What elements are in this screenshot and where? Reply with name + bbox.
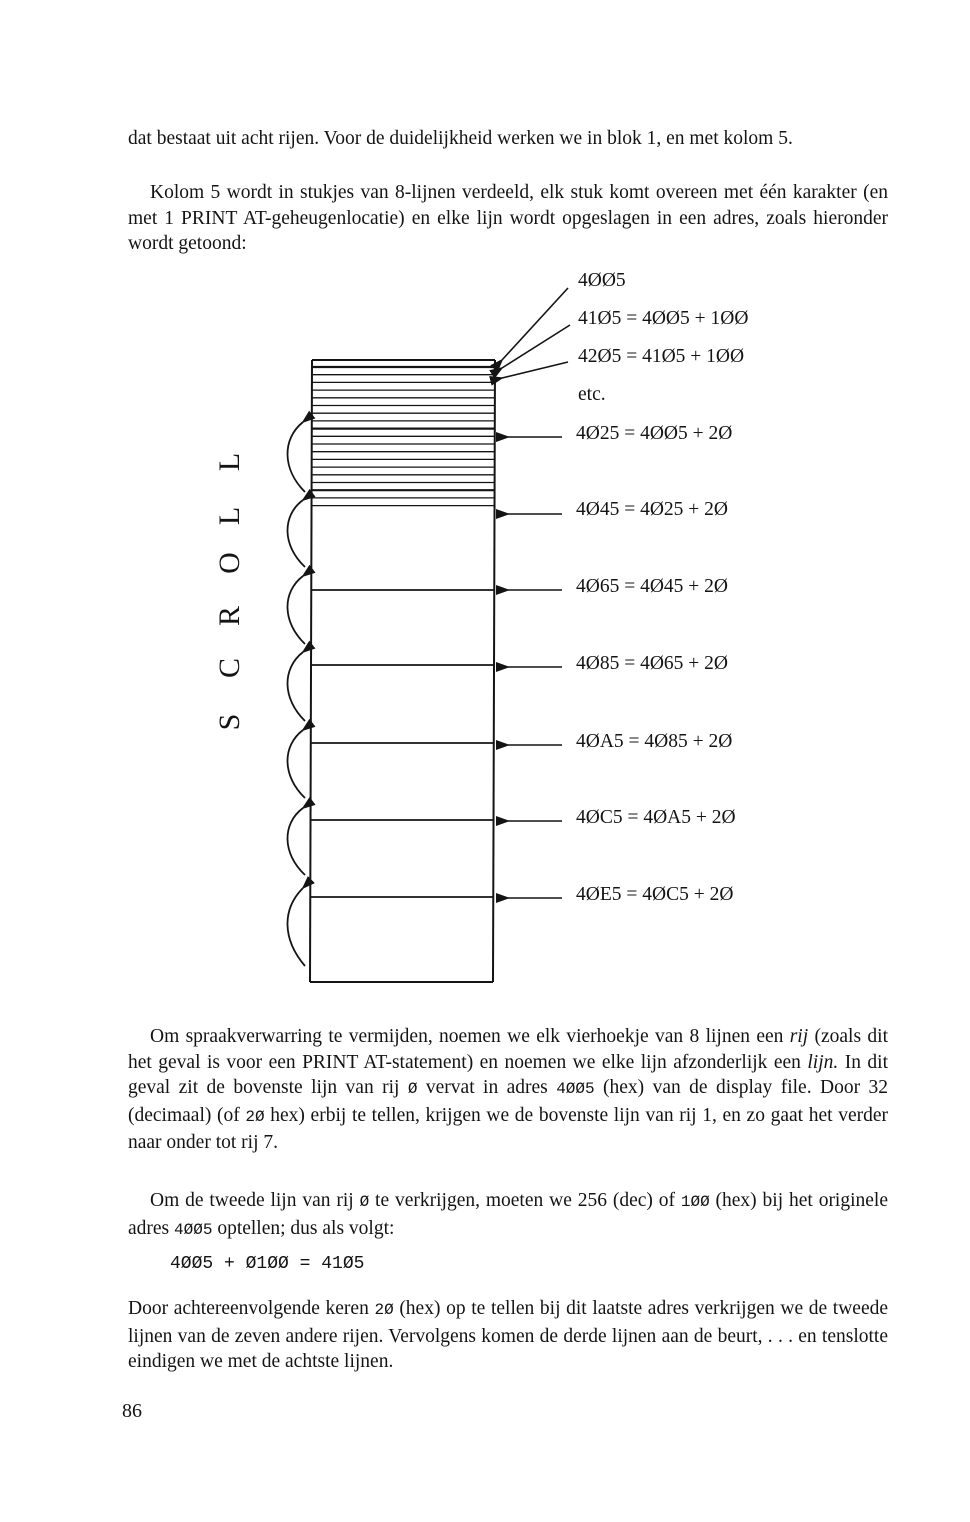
top-label-etc: etc. — [578, 384, 606, 405]
row-label-40c5: 4ØC5 = 4ØA5 + 2Ø — [576, 807, 736, 828]
p3-text-a: Om spraakverwarring te vermijden, noemen we elk vierhoekje van 8 lijnen een — [150, 1026, 790, 1047]
row-label-4045: 4Ø45 = 4Ø25 + 2Ø — [576, 499, 728, 520]
code-line: 4ØØ5 + Ø1ØØ = 41Ø5 — [170, 1254, 365, 1274]
paragraph-intro: dat bestaat uit acht rijen. Voor de duidelijkheid werken we in blok 1, en met kolom 5. — [128, 128, 793, 149]
scroll-curve-arrow — [287, 730, 305, 798]
scroll-curve-arrow — [287, 576, 305, 644]
top-pointer-arrows — [502, 288, 570, 378]
fine-line-stack — [312, 367, 495, 506]
paragraph-rij-lijn — [128, 1024, 888, 1156]
row-label-4065: 4Ø65 = 4Ø45 + 2Ø — [576, 576, 728, 597]
top-label-4205: 42Ø5 = 41Ø5 + 1ØØ — [578, 346, 745, 367]
p3-text-c: In dit geval zit de bovenste lijn van rij — [128, 1051, 888, 1098]
scroll-curve-arrow — [287, 888, 305, 966]
paragraph-conclusion — [128, 1296, 888, 1375]
scroll-curve-arrow — [287, 422, 305, 492]
p4-hex100: 1ØØ — [680, 1193, 710, 1211]
scroll-letter-6: S — [213, 713, 246, 731]
p5-text-b: (hex) op te tellen bij dit laatste adres verkrijgen we de tweede lijnen van de zeven andere rijen. Vervolgens komen de derde lijnen aan de beurt, . . . en tenslotte eindigen we met de achtste lijnen. — [128, 1298, 888, 1372]
p4-zero: Ø — [359, 1193, 370, 1211]
scroll-letter-4: R — [213, 605, 246, 627]
top-label-4005: 4ØØ5 — [578, 270, 626, 291]
p4-text-d: optellen; dus als volgt: — [212, 1217, 395, 1239]
page-number: 86 — [122, 1400, 142, 1422]
p3-address: 4ØØ5 — [556, 1080, 595, 1098]
p3-text-b: (zoals dit het geval is voor een PRINT AT-statement) en noemen we elke lijn afzonderlijk een — [128, 1026, 888, 1073]
p3-text-f: hex) erbij te tellen, krijgen we de bovenste lijn van rij 1, en zo gaat het verder naar onder tot rij 7. — [128, 1104, 888, 1153]
scroll-letter-1: L — [213, 452, 246, 472]
paragraph-tweede-lijn — [128, 1188, 888, 1243]
p4-text-b: te verkrijgen, moeten we 256 (dec) of — [369, 1190, 681, 1211]
row-label-40a5: 4ØA5 = 4Ø85 + 2Ø — [576, 731, 733, 752]
row-dividers — [311, 590, 494, 897]
p3-text-e: (hex) van de display file. Door 32 (decimaal) (of — [128, 1077, 888, 1126]
row-label-4025: 4Ø25 = 4ØØ5 + 2Ø — [576, 423, 733, 444]
term-lijn: lijn. — [807, 1051, 839, 1073]
row-label-40e5: 4ØE5 = 4ØC5 + 2Ø — [576, 884, 734, 905]
scroll-letter-2: L — [213, 506, 246, 526]
column-box — [310, 360, 495, 982]
row-arrows — [508, 437, 562, 898]
scroll-curve-arrows — [287, 422, 305, 966]
top-label-4105: 41Ø5 = 4ØØ5 + 1ØØ — [578, 308, 749, 329]
p4-text-a: Om de tweede lijn van rij — [150, 1190, 360, 1211]
scroll-label — [213, 453, 246, 731]
term-rij: rij — [789, 1026, 809, 1047]
p4-text-c: (hex) bij het originele adres — [128, 1190, 888, 1239]
scroll-letter-5: C — [213, 657, 246, 679]
p5-text-a: Door achtereenvolgende keren — [128, 1298, 375, 1319]
row-label-4085: 4Ø85 = 4Ø65 + 2Ø — [576, 653, 728, 674]
paragraph-kolom: Kolom 5 wordt in stukjes van 8-lijnen verdeeld, elk stuk komt overeen met één karakter (en met 1 PRINT AT-geheugenlocatie) en elke lijn wordt opgeslagen in een adres, zoals hieronder wordt getoond: — [128, 182, 888, 254]
scroll-curve-arrow — [287, 500, 305, 567]
p3-text-d: vervat in adres — [417, 1077, 557, 1098]
scroll-curve-arrow — [287, 652, 305, 721]
p4-address: 4ØØ5 — [174, 1220, 213, 1239]
scroll-curve-arrow — [287, 808, 305, 875]
scroll-letter-3: O — [213, 552, 246, 574]
p3-zero: Ø — [407, 1080, 418, 1098]
p5-hex20: 2Ø — [374, 1301, 394, 1319]
p3-hex20: 2Ø — [245, 1107, 265, 1126]
